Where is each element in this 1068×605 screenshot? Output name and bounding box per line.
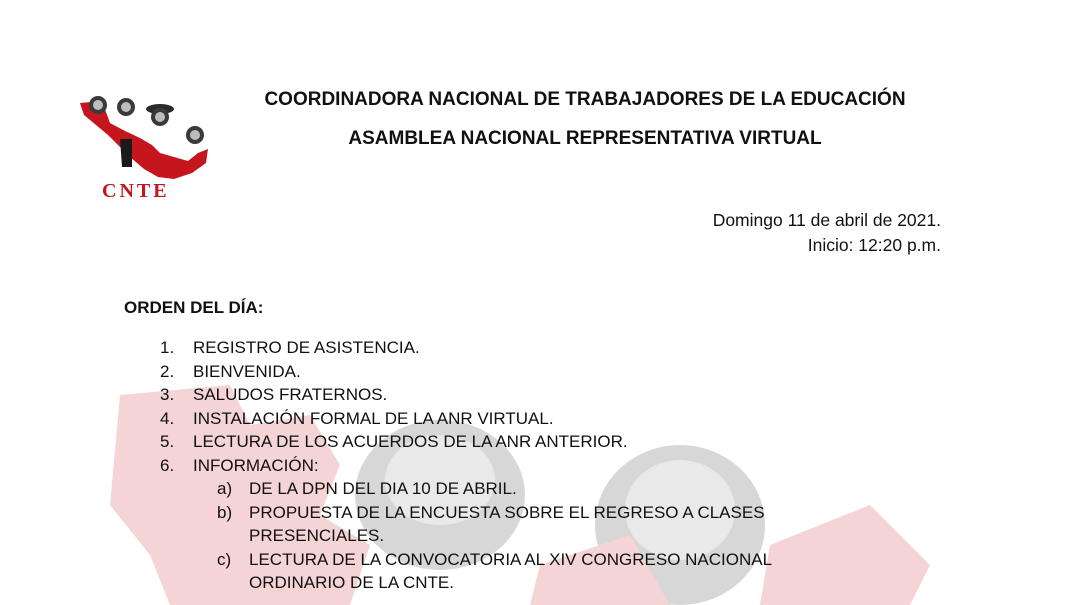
date-block — [713, 208, 941, 258]
item-number: 1. — [160, 338, 175, 357]
list-item — [160, 360, 880, 384]
item-text: SALUDOS FRATERNOS. — [193, 385, 388, 404]
agenda-title: ORDEN DEL DÍA: — [124, 298, 264, 317]
item-number: 6. — [160, 455, 175, 475]
list-item — [160, 383, 880, 407]
item-number: 2. — [160, 361, 175, 381]
sub-list-item — [217, 548, 880, 595]
sub-item-letter: c) — [217, 549, 232, 569]
item-number: 3. — [160, 385, 175, 404]
date-line: Domingo 11 de abril de 2021. — [712, 210, 941, 230]
list-item — [160, 454, 880, 478]
sub-item-text: PROPUESTA DE LA ENCUESTA SOBRE EL REGRESO A CLASES PRESENCIALES. — [249, 502, 765, 545]
sub-item-text: DE LA DPN DEL DIA 10 DE ABRIL. — [249, 479, 517, 498]
agenda-list — [160, 336, 880, 595]
sub-item-text: LECTURA DE LA CONVOCATORIA AL XIV CONGRESO NACIONAL ORDINARIO DE LA CNTE. — [249, 549, 772, 592]
document-subtitle: ASAMBLEA NACIONAL REPRESENTATIVA VIRTUAL — [348, 128, 822, 149]
item-text: INFORMACIÓN: — [193, 455, 319, 475]
logo-text: CNTE — [102, 180, 170, 202]
sub-item-letter: a) — [217, 479, 233, 498]
start-time: Inicio: 12:20 p.m. — [807, 235, 941, 255]
item-number: 4. — [160, 408, 175, 428]
sub-list-item — [217, 477, 880, 501]
list-item — [160, 407, 880, 431]
list-item — [160, 336, 880, 360]
item-text: REGISTRO DE ASISTENCIA. — [193, 338, 420, 357]
sub-list-item — [217, 501, 880, 548]
document-title: COORDINADORA NACIONAL DE TRABAJADORES DE LA EDUCACIÓN — [264, 89, 906, 110]
item-text: INSTALACIÓN FORMAL DE LA ANR VIRTUAL. — [193, 408, 554, 428]
sub-item-letter: b) — [217, 502, 233, 522]
item-text: LECTURA DE LOS ACUERDOS DE LA ANR ANTERIOR. — [193, 432, 628, 451]
sub-list — [217, 477, 880, 595]
fist-icon — [120, 139, 132, 167]
item-number: 5. — [160, 432, 175, 451]
item-text: BIENVENIDA. — [193, 361, 301, 381]
list-item — [160, 430, 880, 454]
